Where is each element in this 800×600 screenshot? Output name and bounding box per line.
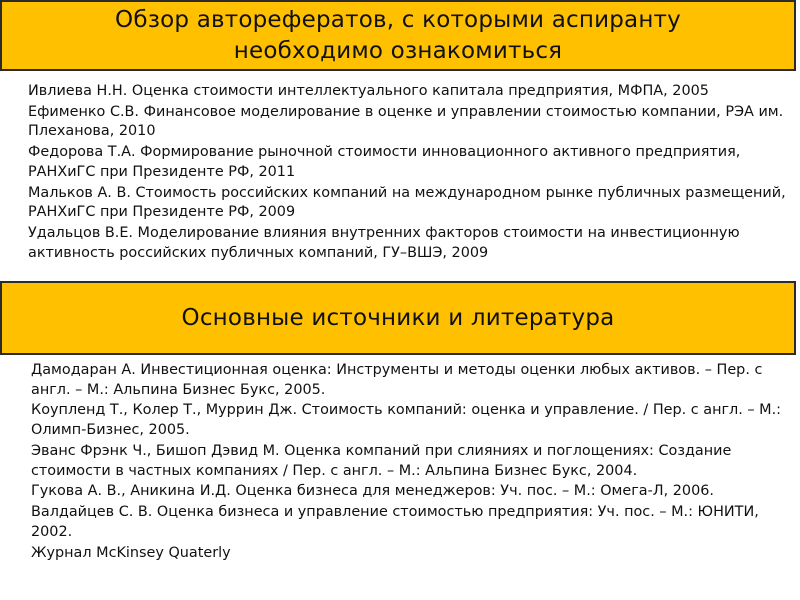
list-item: Мальков А. В. Стоимость российских компаний на международном рынке публичных размещений, РАНХиГС при Президенте РФ, 2009 (28, 184, 786, 221)
section-title: Основные источники и литература (181, 304, 615, 331)
header-banner (0, 0, 796, 71)
list-item: Коупленд Т., Колер Т., Муррин Дж. Стоимость компаний: оценка и управление. / Пер. с англ. – М.: Олимп-Бизнес, 2005. (31, 402, 782, 439)
list-item: Гукова А. В., Аникина И.Д. Оценка бизнеса для менеджеров: Уч. пос. – М.: Омега-Л, 2006. (31, 483, 714, 500)
page-title: Обзор авторефератов, с которыми аспиранту необходимо ознакомиться (115, 6, 681, 64)
list-item: Валдайцев С. В. Оценка бизнеса и управление стоимостью предприятия: Уч. пос. – М.: ЮНИТИ, 2002. (31, 504, 759, 540)
list-item: Ивлиева Н.Н. Оценка стоимости интеллектуального капитала предприятия, МФПА, 2005 (28, 83, 709, 99)
sources-list (31, 361, 788, 565)
list-item: Удальцов В.Е. Моделирование влияния внутренних факторов стоимости на инвестиционную активность российских публичных компаний, ГУ–ВШЭ, 2009 (28, 225, 740, 261)
list-item: Журнал McKinsey Quaterly (31, 544, 231, 561)
list-item: Дамодаран А. Инвестиционная оценка: Инструменты и методы оценки любых активов. – Пер. с англ. – М.: Альпина Бизнес Букс, 2005. (31, 362, 763, 398)
autoreferat-list (28, 82, 788, 265)
list-item: Эванс Фрэнк Ч., Бишоп Дэвид М. Оценка компаний при слияниях и поглощениях: Создание стоимости в частных компаниях / Пер. с англ. – М.: Альпина Бизнес Букс, 2004. (31, 442, 732, 479)
list-item: Ефименко С.В. Финансовое моделирование в оценке и управлении стоимостью компании, РЭА им. Плеханова, 2010 (28, 103, 784, 140)
section-banner (0, 281, 796, 355)
list-item: Федорова Т.А. Формирование рыночной стоимости инновационного активного предприятия, РАНХиГС при Президенте РФ, 2011 (28, 144, 741, 180)
